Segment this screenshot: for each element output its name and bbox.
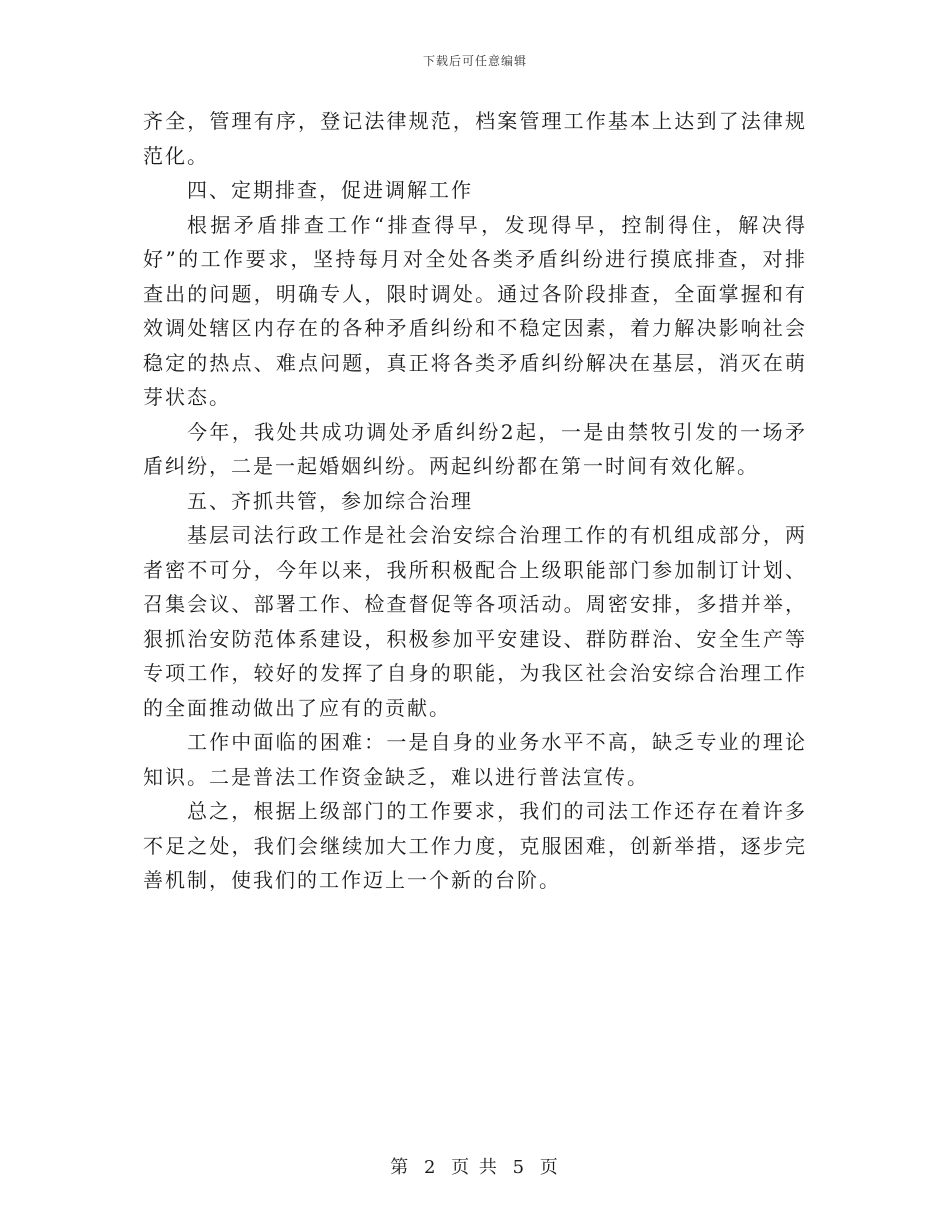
page-number-suffix: 页: [539, 1157, 560, 1178]
page-number-mid: 页 共: [451, 1157, 499, 1178]
paragraph-conclusion: 总之，根据上级部门的工作要求，我们的司法工作还存在着许多不足之处，我们会继续加大工作力度，克服困难，创新举措，逐步完善机制，使我们的工作迈上一个新的台阶。: [143, 799, 807, 892]
paragraph-difficulties: 工作中面临的困难：一是自身的业务水平不高，缺乏专业的理论知识。二是普法工作资金缺乏，难以进行普法宣传。: [143, 730, 807, 789]
section-heading-5: 五、齐抓共管，参加综合治理: [187, 488, 473, 513]
paragraph-mediation-results: 今年，我处共成功调处矛盾纠纷2起，一是由禁牧引发的一场矛盾纠纷，二是一起婚姻纠纷。两起纠纷都在第一时间有效化解。: [143, 419, 807, 478]
paragraph-investigation: 根据矛盾排查工作“排查得早，发现得早，控制得住，解决得好”的工作要求，坚持每月对全处各类矛盾纠纷进行摸底排查，对排查出的问题，明确专人，限时调处。通过各阶段排查，全面掌握和有效调处辖区内存在的各种矛盾纠纷和不稳定因素，着力解决影响社会稳定的热点、难点问题，真正将各类矛盾纠纷解决在基层，消灭在萌芽状态。: [143, 212, 807, 409]
paragraph-comprehensive-governance: 基层司法行政工作是社会治安综合治理工作的有机组成部分，两者密不可分，今年以来，我所积极配合上级职能部门参加制订计划、召集会议、部署工作、检查督促等各项活动。周密安排，多措并举，狠抓治安防范体系建设，积极参加平安建设、群防群治、安全生产等专项工作，较好的发挥了自身的职能，为我区社会治安综合治理工作的全面推动做出了应有的贡献。: [143, 523, 807, 720]
current-page: 2: [423, 1157, 438, 1178]
paragraph-continuation: 齐全，管理有序，登记法律规范，档案管理工作基本上达到了法律规范化。: [143, 109, 807, 168]
page-number-prefix: 第: [390, 1157, 411, 1178]
document-body: [143, 104, 807, 898]
section-heading-4: 四、定期排查，促进调解工作: [187, 178, 473, 202]
page-number: [0, 1153, 950, 1179]
page-header: 下载后可任意编辑: [422, 54, 527, 68]
total-pages: 5: [512, 1157, 527, 1178]
